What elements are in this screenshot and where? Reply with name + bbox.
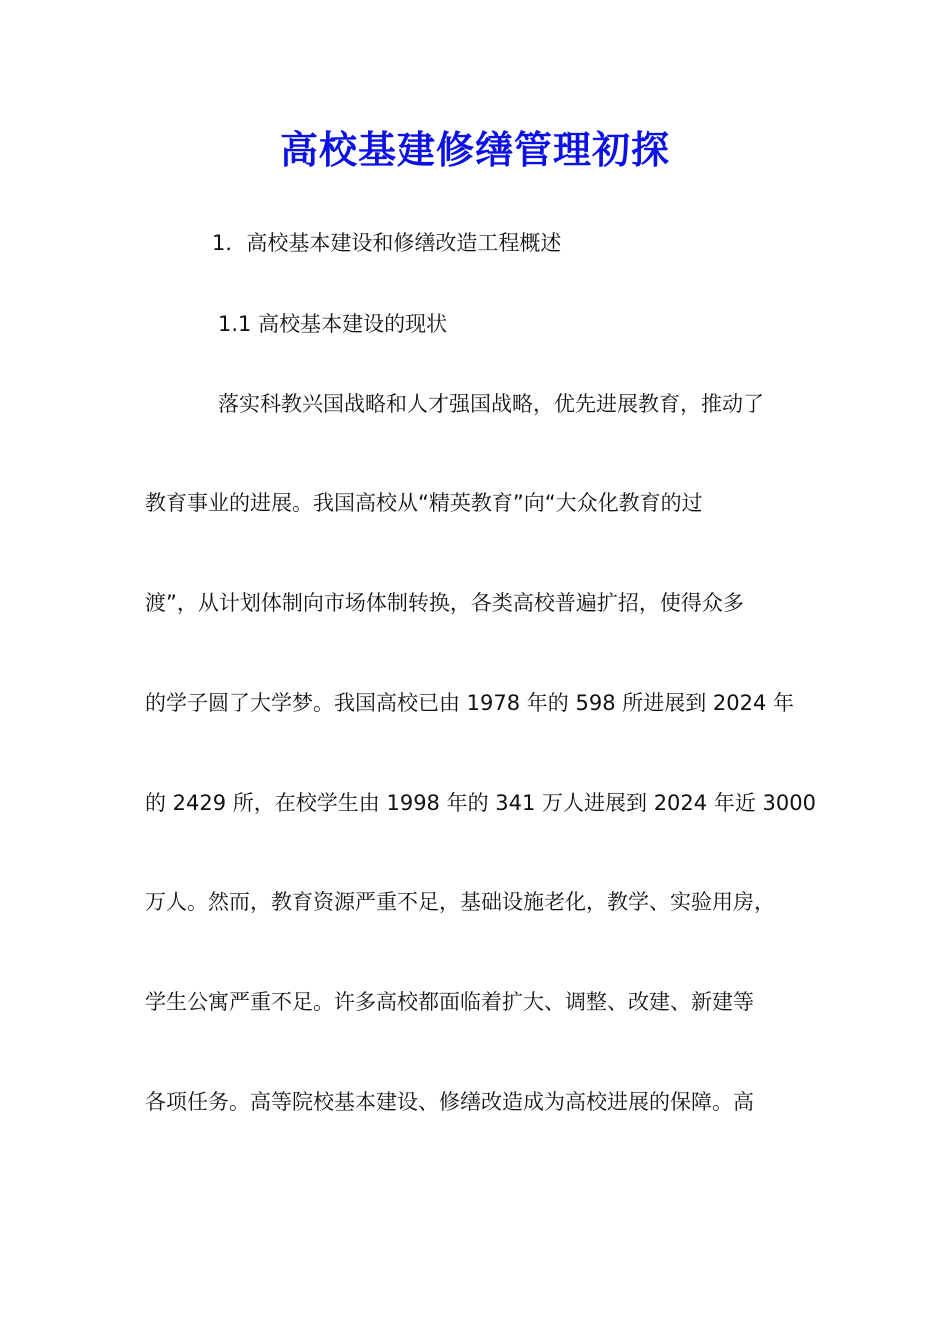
paragraph-line: 渡”，从计划体制向市场体制转换，各类高校普遍扩招，使得众多 bbox=[145, 591, 744, 615]
document-title: 高校基建修缮管理初探 bbox=[279, 127, 670, 172]
paragraph-line: 的 2429 所，在校学生由 1998 年的 341 万人进展到 2024 年近 3000 bbox=[145, 791, 816, 815]
paragraph-line: 落实科教兴国战略和人才强国战略，优先进展教育，推动了 bbox=[218, 392, 764, 416]
section-heading: 1．高校基本建设和修缮改造工程概述 bbox=[212, 231, 562, 255]
paragraph-line: 教育事业的进展。我国高校从“精英教育”向“大众化教育的过 bbox=[145, 491, 703, 515]
paragraph-line: 万人。然而，教育资源严重不足，基础设施老化，教学、实验用房， bbox=[145, 890, 775, 914]
paragraph-line: 各项任务。高等院校基本建设、修缮改造成为高校进展的保障。高 bbox=[145, 1090, 754, 1114]
subsection-heading: 1.1 高校基本建设的现状 bbox=[218, 312, 448, 336]
paragraph-line: 学生公寓严重不足。许多高校都面临着扩大、调整、改建、新建等 bbox=[145, 990, 754, 1014]
paragraph-line: 的学子圆了大学梦。我国高校已由 1978 年的 598 所进展到 2024 年 bbox=[145, 691, 795, 715]
